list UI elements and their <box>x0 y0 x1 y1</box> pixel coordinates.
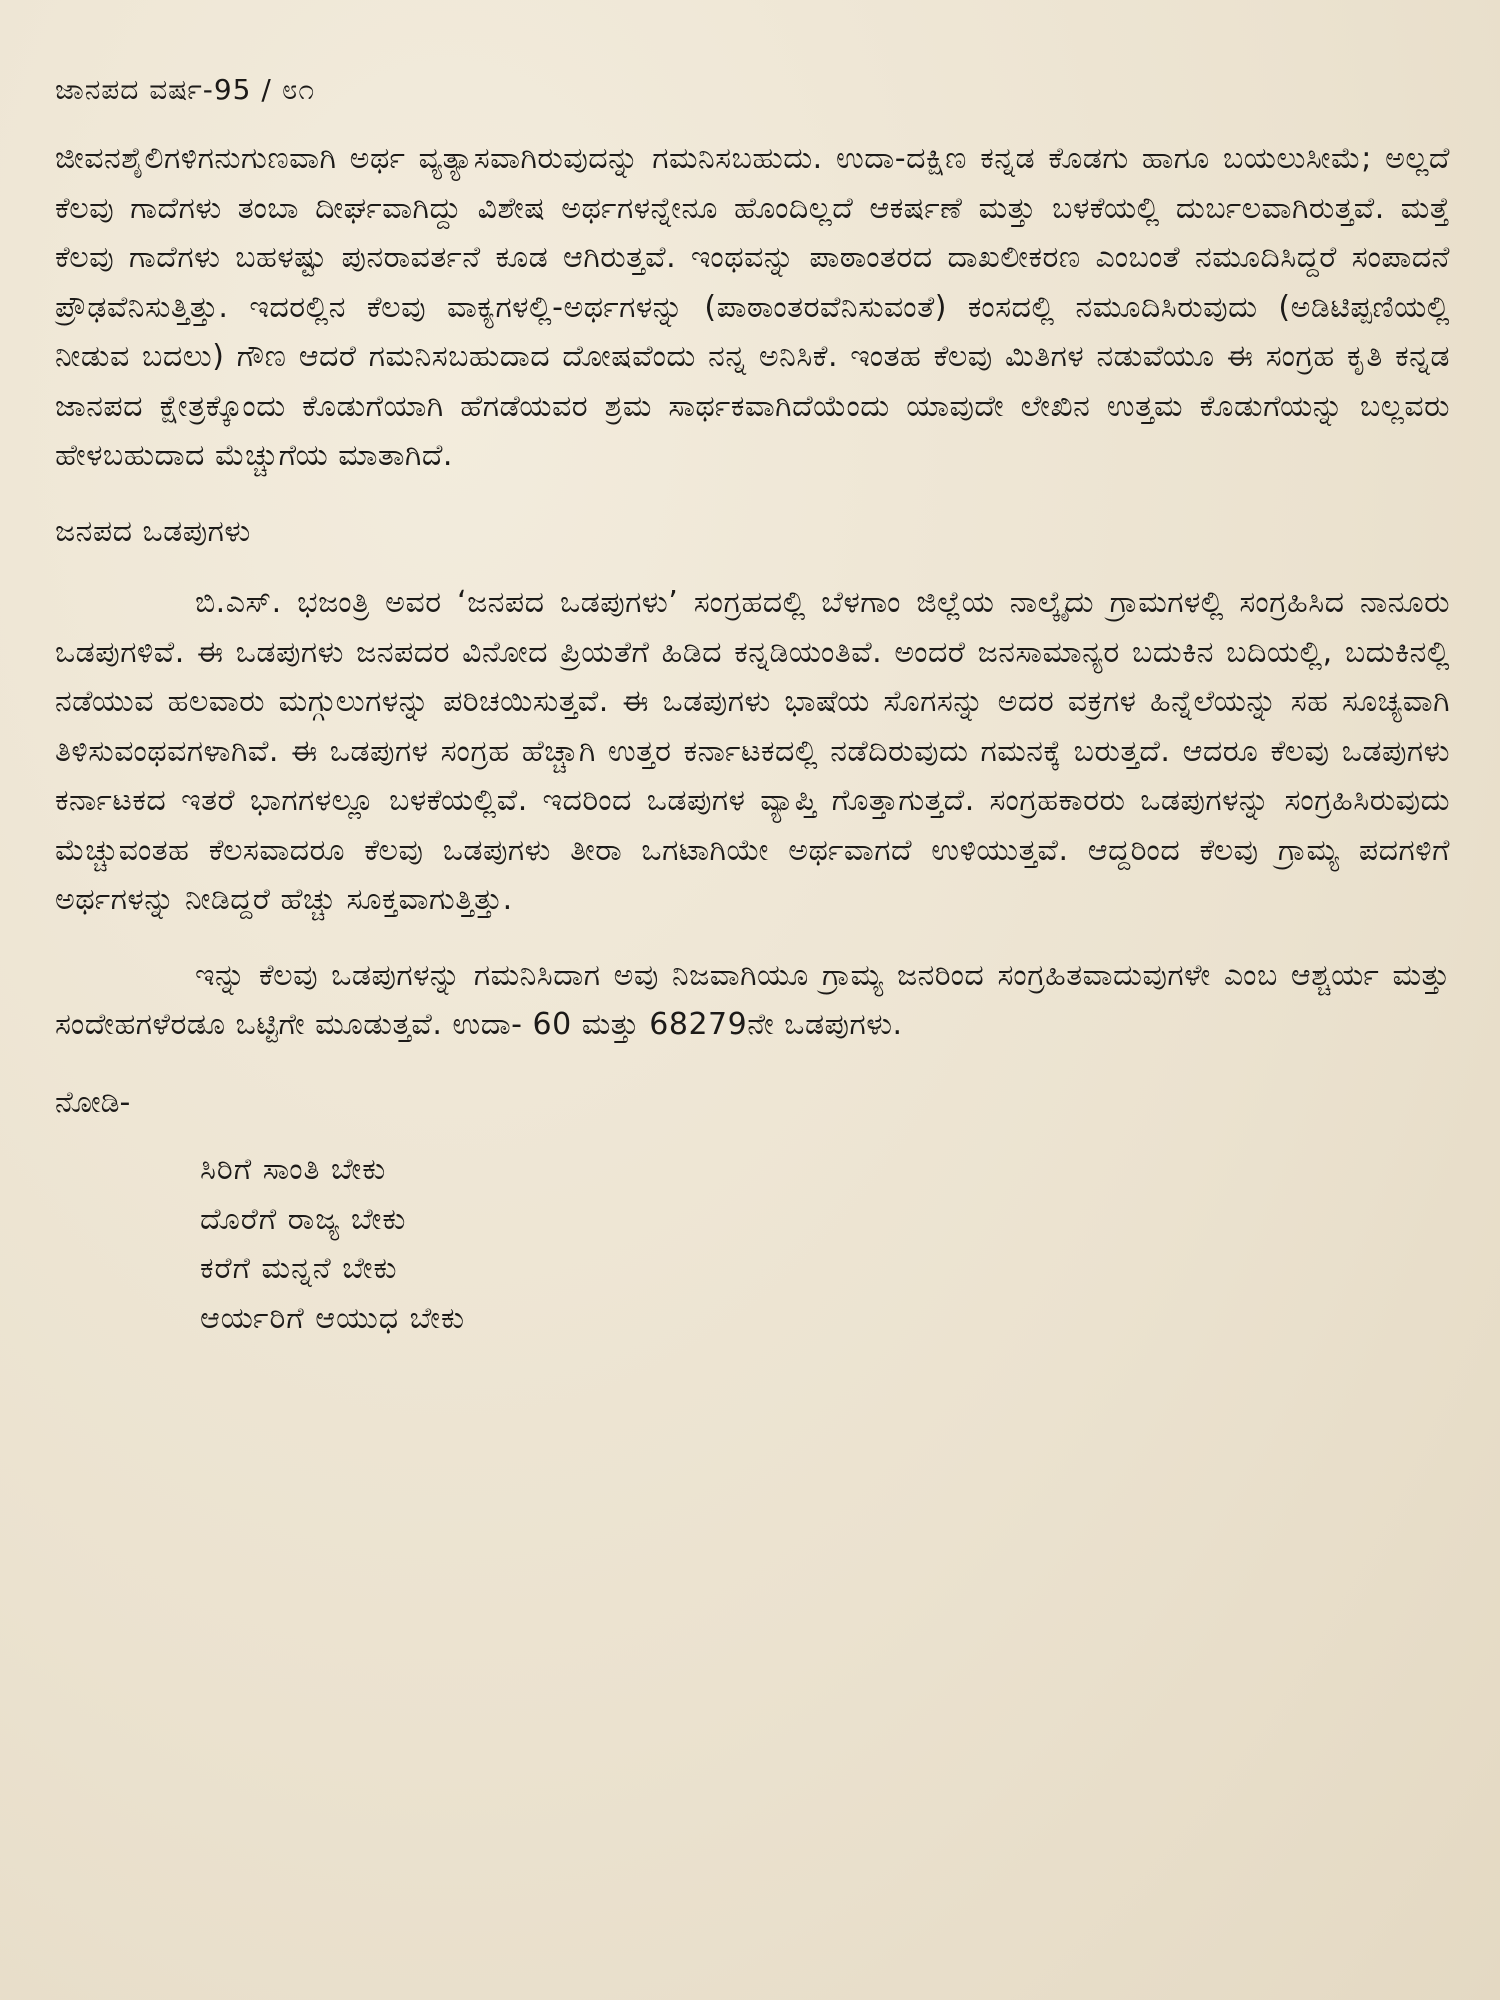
see-label: ನೋಡಿ- <box>55 1084 131 1120</box>
paragraph-continued: ಜೀವನಶೈಲಿಗಳಿಗನುಗುಣವಾಗಿ ಅರ್ಥ ವ್ಯತ್ಯಾಸವಾಗಿರುವುದನ್ನು ಗಮನಿಸಬಹುದು. ಉದಾ-ದಕ್ಷಿಣ ಕನ್ನಡ ಕೊಡಗು ಹಾಗೂ ಬಯಲುಸೀಮೆ; ಅಲ್ಲದೆ ಕೆಲವು ಗಾದೆಗಳು ತಂಬಾ ದೀರ್ಘವಾಗಿದ್ದು ವಿಶೇಷ ಅರ್ಥಗಳನ್ನೇನೂ ಹೊಂದಿಲ್ಲದೆ ಆಕರ್ಷಣೆ ಮತ್ತು ಬಳಕೆಯಲ್ಲಿ ದುರ್ಬಲವಾಗಿರುತ್ತವೆ. ಮತ್ತೆ ಕೆಲವು ಗಾದೆಗಳು ಬಹಳಷ್ಟು ಪುನರಾವರ್ತನೆ ಕೂಡ ಆಗಿರುತ್ತವೆ. ಇಂಥವನ್ನು ಪಾಠಾಂತರದ ದಾಖಲೀಕರಣ ಎಂಬಂತೆ ನಮೂದಿಸಿದ್ದರೆ ಸಂಪಾದನೆ ಪ್ರೌಢವೆನಿಸುತ್ತಿತ್ತು. ಇದರಲ್ಲಿನ ಕೆಲವು ವಾಕ್ಯಗಳಲ್ಲಿ-ಅರ್ಥಗಳನ್ನು (ಪಾಠಾಂತರವೆನಿಸುವಂತೆ) ಕಂಸದಲ್ಲಿ ನಮೂದಿಸಿರುವುದು (ಅಡಿಟಿಪ್ಪಣಿಯಲ್ಲಿ ನೀಡುವ ಬದಲು) ಗೌಣ ಆದರೆ ಗಮನಿಸಬಹುದಾದ ದೋಷವೆಂದು ನನ್ನ ಅನಿಸಿಕೆ. ಇಂತಹ ಕೆಲವು ಮಿತಿಗಳ ನಡುವೆಯೂ ಈ ಸಂಗ್ರಹ ಕೃತಿ ಕನ್ನಡ ಜಾನಪದ ಕ್ಷೇತ್ರಕ್ಕೊಂದು ಕೊಡುಗೆಯಾಗಿ ಹೆಗಡೆಯವರ ಶ್ರಮ ಸಾರ್ಥಕವಾಗಿದೆಯೆಂದು ಯಾವುದೇ ಲೇಖಿನ ಉತ್ತಮ ಕೊಡುಗೆಯನ್ನು ಬಲ್ಲವರು ಹೇಳಬಹುದಾದ ಮೆಚ್ಚುಗೆಯ ಮಾತಾಗಿದೆ. <box>55 141 1450 473</box>
section-paragraph-2: ಇನ್ನು ಕೆಲವು ಒಡಪುಗಳನ್ನು ಗಮನಿಸಿದಾಗ ಅವು ನಿಜವಾಗಿಯೂ ಗ್ರಾಮ್ಯ ಜನರಿಂದ ಸಂಗ್ರಹಿತವಾದುವುಗಳೇ ಎಂಬ ಆಶ್ಚರ್ಯ ಮತ್ತು ಸಂದೇಹಗಳೆರಡೂ ಒಟ್ಟಿಗೇ ಮೂಡುತ್ತವೆ. ಉದಾ- 60 ಮತ್ತು 68279ನೇ ಒಡಪುಗಳು. <box>55 957 1450 1042</box>
verse-block <box>200 1145 1450 1343</box>
verse-line: ಕರೆಗೆ ಮನ್ನನೆ ಬೇಕು <box>200 1251 398 1286</box>
section-heading: ಜನಪದ ಒಡಪುಗಳು <box>55 513 251 549</box>
section-paragraph-1: ಬಿ.ಎಸ್. ಭಜಂತ್ರಿ ಅವರ ‘ಜನಪದ ಒಡಪುಗಳು’ ಸಂಗ್ರಹದಲ್ಲಿ ಬೆಳಗಾಂ ಜಿಲ್ಲೆಯ ನಾಲ್ಕೈದು ಗ್ರಾಮಗಳಲ್ಲಿ ಸಂಗ್ರಹಿಸಿದ ನಾನೂರು ಒಡಪುಗಳಿವೆ. ಈ ಒಡಪುಗಳು ಜನಪದರ ವಿನೋದ ಪ್ರಿಯತೆಗೆ ಹಿಡಿದ ಕನ್ನಡಿಯಂತಿವೆ. ಅಂದರೆ ಜನಸಾಮಾನ್ಯರ ಬದುಕಿನ ಬದಿಯಲ್ಲಿ, ಬದುಕಿನಲ್ಲಿ ನಡೆಯುವ ಹಲವಾರು ಮಗ್ಗುಲುಗಳನ್ನು ಪರಿಚಯಿಸುತ್ತವೆ. ಈ ಒಡಪುಗಳು ಭಾಷೆಯ ಸೊಗಸನ್ನು ಅದರ ವಕ್ರಗಳ ಹಿನ್ನೆಲೆಯನ್ನು ಸಹ ಸೂಚ್ಯವಾಗಿ ತಿಳಿಸುವಂಥವಗಳಾಗಿವೆ. ಈ ಒಡಪುಗಳ ಸಂಗ್ರಹ ಹೆಚ್ಚಾಗಿ ಉತ್ತರ ಕರ್ನಾಟಕದಲ್ಲಿ ನಡೆದಿರುವುದು ಗಮನಕ್ಕೆ ಬರುತ್ತದೆ. ಆದರೂ ಕೆಲವು ಒಡಪುಗಳು ಕರ್ನಾಟಕದ ಇತರೆ ಭಾಗಗಳಲ್ಲೂ ಬಳಕೆಯಲ್ಲಿವೆ. ಇದರಿಂದ ಒಡಪುಗಳ ವ್ಯಾಪ್ತಿ ಗೊತ್ತಾಗುತ್ತದೆ. ಸಂಗ್ರಹಕಾರರು ಒಡಪುಗಳನ್ನು ಸಂಗ್ರಹಿಸಿರುವುದು ಮೆಚ್ಚುವಂತಹ ಕೆಲಸವಾದರೂ ಕೆಲವು ಒಡಪುಗಳು ತೀರಾ ಒಗಟಾಗಿಯೇ ಅರ್ಥವಾಗದೆ ಉಳಿಯುತ್ತವೆ. ಆದ್ದರಿಂದ ಕೆಲವು ಗ್ರಾಮ್ಯ ಪದಗಳಿಗೆ ಅರ್ಥಗಳನ್ನು ನೀಡಿದ್ದರೆ ಹೆಚ್ಚು ಸೂಕ್ತವಾಗುತ್ತಿತ್ತು. <box>55 585 1450 917</box>
verse-line: ಸಿರಿಗೆ ಸಾಂತಿ ಬೇಕು <box>200 1152 387 1187</box>
running-header: ಜಾನಪದ ವರ್ಷ-95 / ೮೧ <box>55 73 316 106</box>
verse-line: ಆರ್ಯರಿಗೆ ಆಯುಧ ಬೇಕು <box>200 1300 466 1336</box>
verse-line: ದೊರೆಗೆ ರಾಜ್ಯ ಬೇಕು <box>200 1201 407 1237</box>
